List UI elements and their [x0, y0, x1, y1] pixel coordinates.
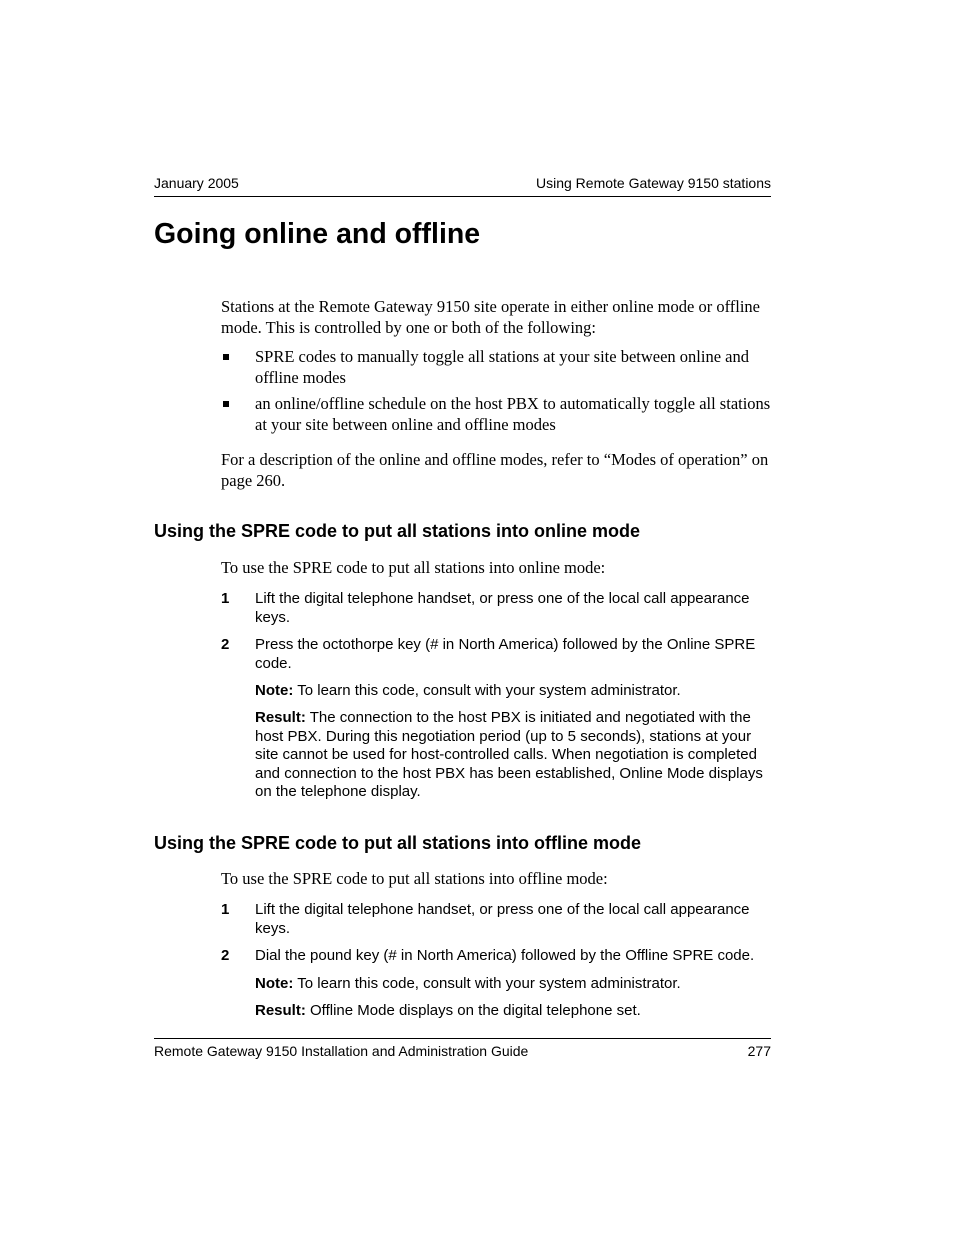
step-text: Lift the digital telephone handset, or press one of the local call appearance keys.: [255, 590, 750, 626]
running-header: [154, 174, 771, 197]
online-section-heading: Using the SPRE code to put all stations into online mode: [154, 521, 641, 541]
result-label: Result:: [255, 1002, 306, 1019]
footer-guide-title: Remote Gateway 9150 Installation and Administration Guide: [154, 1043, 529, 1059]
page-number: 277: [747, 1043, 771, 1059]
step-number: 2: [221, 947, 230, 964]
note-label: Note:: [255, 682, 294, 699]
header-chapter: Using Remote Gateway 9150 stations: [535, 175, 771, 191]
step-text: Dial the pound key (# in North America) followed by the Offline SPRE code.: [255, 947, 755, 964]
step-number: 2: [221, 636, 230, 653]
note-label: Note:: [255, 975, 294, 992]
bullet-marker: [223, 401, 229, 407]
offline-lead: To use the SPRE code to put all stations into offline mode:: [221, 869, 608, 888]
bullet-marker: [223, 354, 229, 360]
step-number: 1: [221, 901, 230, 918]
offline-result: [255, 1002, 775, 1021]
offline-note: [255, 975, 775, 994]
intro-paragraph: Stations at the Remote Gateway 9150 site operate in either online mode or offline mode. This is controlled by one or both of the following:: [221, 297, 761, 337]
note-text: To learn this code, consult with your system administrator.: [293, 975, 681, 992]
online-lead: To use the SPRE code to put all stations into online mode:: [221, 558, 606, 577]
note-text: To learn this code, consult with your system administrator.: [293, 682, 681, 699]
step-number: 1: [221, 590, 230, 607]
step-text: Lift the digital telephone handset, or press one of the local call appearance keys.: [255, 901, 750, 937]
header-date: January 2005: [154, 175, 239, 191]
bullet-text: an online/offline schedule on the host PBX to automatically toggle all stations at your site between online and offline modes: [255, 394, 771, 434]
result-text: The connection to the host PBX is initiated and negotiated with the host PBX. During this negotiation period (up to 5 seconds), stations at your site cannot be used for host-controlled calls. When negotiation is completed and connection to the host PBX has been established, Online Mode displays on the telephone display.: [255, 709, 763, 801]
online-note: [255, 682, 775, 701]
online-result: [255, 709, 775, 802]
bullet-text: SPRE codes to manually toggle all stations at your site between online and offline modes: [255, 347, 749, 387]
offline-section-heading: Using the SPRE code to put all stations into offline mode: [154, 833, 642, 853]
result-label: Result:: [255, 709, 306, 726]
cross-reference-paragraph: For a description of the online and offline modes, refer to “Modes of operation” on page 260.: [221, 450, 769, 490]
result-text: Offline Mode displays on the digital telephone set.: [305, 1002, 641, 1019]
page-title: Going online and offline: [154, 218, 481, 250]
step-text: Press the octothorpe key (# in North America) followed by the Online SPRE code.: [255, 636, 756, 672]
running-footer: [154, 1038, 771, 1063]
